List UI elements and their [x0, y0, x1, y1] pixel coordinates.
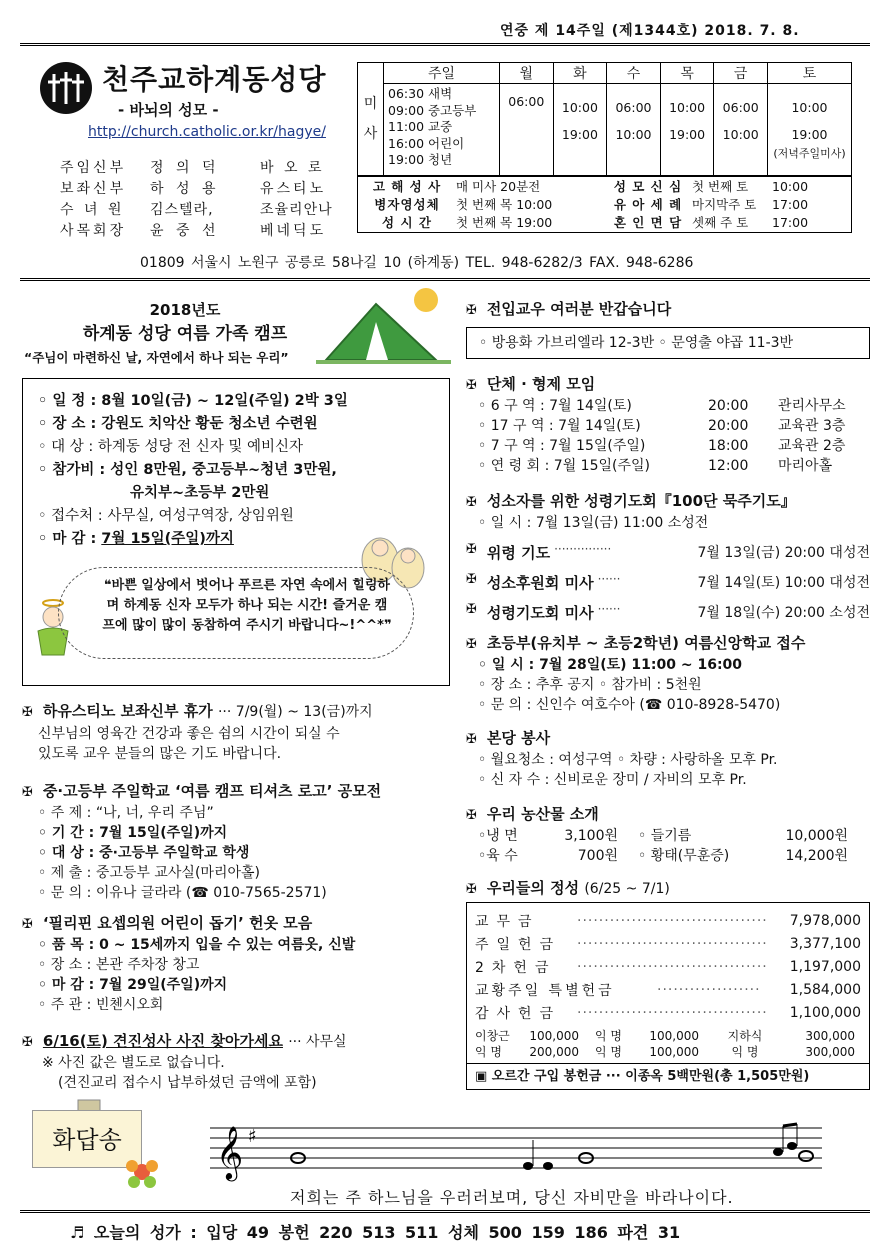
service-title: ✠ 본당 봉사 — [466, 729, 551, 747]
donor-row: 익 명 200,000 익 명 100,000 익 명 300,000 — [475, 1045, 855, 1059]
meeting-row: ◦ 17 구 역 : 7월 14일(토) 20:00 교육관 3층 — [478, 418, 846, 434]
produce-row: ◦육 수 700원 ◦ 황태(무훈증) 14,200원 — [478, 848, 848, 864]
clothes-item: ◦ 품 목 : 0 ~ 15세까지 입을 수 있는 여름옷, 신발 — [38, 937, 356, 953]
staff-row — [60, 158, 333, 179]
photo-section — [22, 1030, 442, 1093]
mass-fri-times: 06:00 10:00 — [714, 84, 768, 176]
staff-list — [60, 158, 333, 242]
mass-header-fri: 금 — [714, 63, 768, 84]
camp-item: ◦ 일 정 : 8월 10일(금) ~ 12일(주일) 2박 3일 — [38, 393, 348, 409]
offering-row: 주일헌금 ··································· 3,377,100 — [475, 935, 861, 953]
response-psalm-label: 화답송 — [32, 1110, 142, 1168]
mass-thu-times: 10:00 19:00 — [660, 84, 714, 176]
note — [787, 1142, 797, 1150]
sacrament-schedule — [357, 176, 852, 233]
donor-row: 이창근 100,000 익 명 100,000 지하식 300,000 — [475, 1029, 855, 1043]
school-section — [466, 632, 876, 715]
service-row: ◦ 신 자 수 : 신비로운 장미 / 자비의 모후 Pr. — [478, 772, 747, 788]
footer-rule — [20, 1210, 870, 1213]
vacation-section — [22, 700, 432, 764]
staff-role: 보좌신부 — [60, 181, 127, 197]
school-details — [466, 655, 876, 715]
staff-name: 김스텔라, — [150, 202, 214, 218]
camp-item: ◦ 마 감 : 7월 15일(주일)까지 — [38, 531, 234, 547]
sacrament-row: 성 시 간 첫 번째 목 19:00 혼 인 면 담 셋째 주 토 17:00 — [382, 214, 809, 230]
photo-notes: ※ 사진 값은 별도로 없습니다. (견진교리 접수시 납부하셨던 금액에 포함) — [42, 1055, 317, 1091]
mass-tue-times: 10:00 19:00 — [553, 84, 607, 176]
service-section — [466, 727, 870, 790]
rosary-section — [466, 490, 870, 533]
clothes-section — [22, 912, 442, 1015]
welcome-title: ✠ 전입교우 여러분 반갑습니다 — [466, 300, 672, 318]
photo-title: ✠ 6/16(토) 견진성사 사진 찾아가세요 ··· 사무실 — [22, 1032, 347, 1050]
offering-row: 교황주일 특별헌금 ··················· 1,584,000 — [475, 981, 861, 999]
staff-name: 정 의 덕 — [150, 160, 220, 176]
service-row: ◦ 월요청소 : 여성구역 ◦ 차량 : 사랑하올 모후 Pr. — [478, 752, 778, 768]
offering-row: 교무금 ··································· 7,978,000 — [475, 912, 861, 930]
school-row: ◦ 일 시 : 7월 28일(토) 11:00 ~ 16:00 — [478, 657, 743, 673]
staff-role: 주임신부 — [60, 160, 127, 176]
mass-schedule-table — [357, 62, 852, 176]
welcome-box: ◦ 방용화 가브리엘라 12-3반 ◦ 문영출 야곱 11-3반 — [466, 327, 870, 359]
staff-role: 사목회장 — [60, 223, 127, 239]
patron-title: - 바뇌의 성모 - — [118, 101, 219, 119]
contest-item: ◦ 대 상 : 중·고등부 주일학교 학생 — [38, 845, 250, 861]
contest-item: ◦ 문 의 : 이유나 글라라 (☎ 010-7565-2571) — [38, 885, 327, 901]
note — [773, 1148, 783, 1156]
mass-header-mon: 월 — [500, 63, 554, 84]
header-rule — [20, 43, 870, 46]
clothes-item: ◦ 장 소 : 본관 주차장 창고 — [38, 957, 200, 973]
donor-list — [467, 1024, 869, 1064]
staff-saint: 유스티노 — [260, 181, 327, 197]
camp-year: 2018년도 — [149, 301, 221, 319]
school-row: ◦ 장 소 : 추후 공지 ◦ 참가비 : 5천원 — [478, 677, 702, 693]
produce-section — [466, 803, 870, 866]
meetings-title: ✠ 단체 · 형제 모임 — [466, 375, 596, 393]
school-title: ✠ 초등부(유치부 ~ 초등2학년) 여름신앙학교 접수 — [466, 634, 806, 652]
contest-item: ◦ 제 출 : 중고등부 교사실(마리아홀) — [38, 865, 260, 881]
camp-item: ◦ 접수처 : 사무실, 여성구역장, 상임위원 — [38, 508, 294, 524]
music-staff — [210, 1118, 830, 1182]
produce-list — [466, 826, 870, 866]
camp-tent-icon — [316, 282, 451, 372]
camp-message: ❝바쁜 일상에서 벗어나 푸르른 자연 속에서 힐링하며 하계동 신자 모두가 하나 되는 시간! 즐거운 캠프에 많이 많이 동참하여 주시기 바랍니다~!^^*❞ — [102, 578, 392, 633]
clothes-items — [22, 935, 442, 1015]
address-rule — [20, 278, 870, 281]
camp-item: ◦ 참가비 : 성인 8만원, 중고등부~청년 3만원, — [38, 462, 337, 478]
contest-item: ◦ 주 제 : “나, 너, 우리 주님” — [38, 805, 214, 821]
camp-item: 유치부~초등부 2만원 — [130, 485, 270, 501]
sacrament-row: 병자영성체 첫 번째 목 10:00 유 아 세 례 마지막주 토 17:00 — [374, 196, 809, 212]
camp-title — [45, 298, 325, 346]
mass-sunday-times: 06:30 새벽 09:00 중고등부 11:00 교중 16:00 어린이 19:00 청년 — [384, 84, 500, 176]
treble-clef-icon: 𝄞 — [216, 1125, 244, 1179]
camp-item: ◦ 장 소 : 강원도 치악산 황둔 청소년 수련원 — [38, 416, 318, 432]
produce-title: ✠ 우리 농산물 소개 — [466, 805, 599, 823]
produce-row: ◦냉 면 3,100원 ◦ 들기름 10,000원 — [478, 828, 848, 844]
offering-row: 감사헌금 ··································· 1,100,000 — [475, 1004, 861, 1022]
camp-quote: “주님이 마련하신 날, 자연에서 하나 되는 우리” — [24, 350, 289, 365]
clothes-title: ✠ ‘필리핀 요셉의원 어린이 돕기’ 헌옷 모음 — [22, 914, 313, 932]
contest-section — [22, 780, 442, 903]
hymn-list: ♬ 오늘의 성가 : 입당 49 봉헌 220 513 511 성체 500 159 186 파견 31 — [70, 1223, 681, 1242]
meetings-list — [466, 396, 870, 476]
contest-item: ◦ 기 간 : 7월 15일(주일)까지 — [38, 825, 228, 841]
parish-url-link[interactable]: http://church.catholic.or.kr/hagye/ — [88, 124, 326, 140]
flower-icon — [120, 1150, 164, 1194]
service-details — [466, 750, 870, 790]
mass-mon-times: 06:00 — [500, 84, 554, 176]
meeting-row: ◦ 연 령 회 : 7월 15일(주일) 12:00 마리아홀 — [478, 458, 833, 474]
staff-name: 윤 중 선 — [150, 223, 220, 239]
vacation-title: ✠ 하유스티노 보좌신부 휴가 ··· 7/9(월) ~ 13(금)까지 — [22, 702, 373, 720]
staff-role: 수 녀 원 — [60, 202, 125, 218]
parish-name: 천주교하계동성당 — [102, 63, 327, 96]
sharp-icon: ♯ — [248, 1126, 257, 1147]
issue-info: 연중 제 14주일 (제1344호) 2018. 7. 8. — [500, 23, 800, 39]
sacrament-row: 고 해 성 사 매 미사 20분전 성 모 신 심 첫 번째 토 10:00 — [372, 178, 809, 194]
mass-wed-times: 06:00 10:00 — [607, 84, 661, 176]
clothes-item: ◦ 주 관 : 빈첸시오회 — [38, 997, 164, 1013]
meeting-row: ◦ 6 구 역 : 7월 14일(토) 20:00 관리사무소 — [478, 398, 846, 414]
offering-box — [466, 902, 870, 1090]
staff-row — [60, 179, 333, 200]
camp-item: ◦ 대 상 : 하계동 성당 전 신자 및 예비신자 — [38, 439, 304, 455]
mass-header-wed: 수 — [607, 63, 661, 84]
mass-header-tue: 화 — [553, 63, 607, 84]
mass-side-label: 미 사 — [358, 63, 384, 176]
staff-saint: 조율리안나 — [260, 202, 333, 218]
note — [523, 1162, 533, 1170]
organ-offering: ▣ 오르간 구입 봉헌금 ··· 이종옥 5백만원(총 1,505만원) — [467, 1063, 869, 1089]
offering-title: ✠ 우리들의 정성 (6/25 ~ 7/1) — [466, 879, 670, 897]
meetings-section — [466, 373, 870, 476]
staff-saint: 바 오 로 — [260, 160, 325, 176]
rosary-detail: ◦ 일 시 : 7월 13일(금) 11:00 소성전 — [478, 515, 709, 531]
spirit-mass-line: ✠ 성령기도회 미사 ······ 7월 18일(수) 20:00 소성전 — [466, 602, 870, 622]
meeting-row: ◦ 7 구 역 : 7월 15일(주일) 18:00 교육관 2층 — [478, 438, 846, 454]
rosary-title: ✠ 성소자를 위한 성령기도회『100단 묵주기도』 — [466, 492, 796, 510]
vacation-body: 신부님의 영육간 건강과 좋은 쉼의 시간이 되실 수 있도록 교우 분들의 많은 기도 바랍니다. — [38, 726, 340, 762]
mass-header-thu: 목 — [660, 63, 714, 84]
mass-sat-times: 10:00 19:00 (저녁주일미사) — [768, 84, 852, 176]
prayer-line: ✠ 위령 기도 ··············· 7월 13일(금) 20:00 대성전 — [466, 542, 870, 562]
parish-logo-icon — [38, 60, 94, 116]
parish-address: 01809 서울시 노원구 공릉로 58나길 10 (하계동) TEL. 948-6282/3 FAX. 948-6286 — [140, 255, 694, 271]
vocation-mass-line: ✠ 성소후원회 미사 ······ 7월 14일(토) 10:00 대성전 — [466, 572, 870, 592]
contest-items — [22, 803, 442, 903]
welcome-section — [466, 298, 870, 359]
staff-row — [60, 200, 333, 221]
school-row: ◦ 문 의 : 신인수 여호수아 (☎ 010-8928-5470) — [478, 697, 781, 713]
mass-header-sun: 주일 — [384, 63, 500, 84]
camp-details — [38, 390, 348, 551]
note — [543, 1162, 553, 1170]
response-lyric: 저희는 주 하느님을 우러러보며, 당신 자비만을 바라나이다. — [290, 1188, 734, 1207]
contest-title: ✠ 중·고등부 주일학교 ‘여름 캠프 티셔츠 로고’ 공모전 — [22, 782, 382, 800]
note — [799, 1151, 813, 1161]
offering-row: 2차헌금 ··································· 1,197,000 — [475, 958, 861, 976]
camp-heading: 하계동 성당 여름 가족 캠프 — [82, 324, 288, 344]
clothes-item: ◦ 마 감 : 7월 29일(주일)까지 — [38, 977, 228, 993]
staff-saint: 베네딕도 — [260, 223, 327, 239]
mass-header-sat: 토 — [768, 63, 852, 84]
staff-row — [60, 221, 333, 242]
staff-name: 하 성 용 — [150, 181, 220, 197]
